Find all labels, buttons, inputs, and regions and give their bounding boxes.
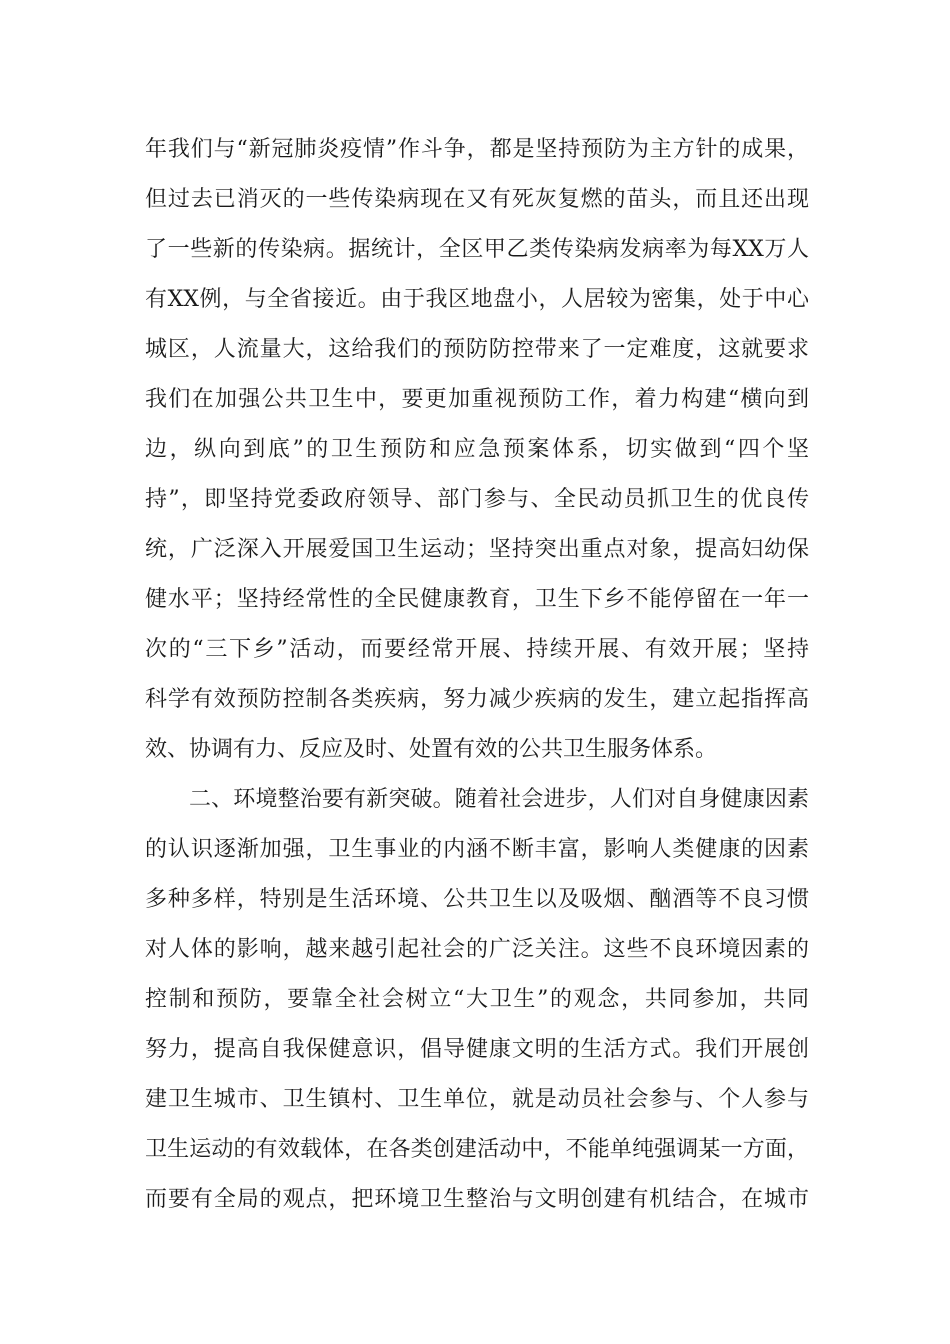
text-line: 效、协调有力、反应及时、处置有效的公共卫生服务体系。 <box>145 737 718 762</box>
text-line: 次的“三下乡”活动，而要经常开展、持续开展、有效开展；坚持 <box>145 637 809 662</box>
paragraph-start-line: 二、环境整治要有新突破。随着社会进步，人们对自身健康因素 <box>189 787 809 812</box>
text-line: 建卫生城市、卫生镇村、卫生单位，就是动员社会参与、个人参与 <box>145 1087 809 1112</box>
text-line: 城区，人流量大，这给我们的预防防控带来了一定难度，这就要求 <box>145 337 809 362</box>
text-line: 统，广泛深入开展爱国卫生运动；坚持突出重点对象，提高妇幼保 <box>145 537 809 562</box>
text-line: 科学有效预防控制各类疾病，努力减少疾病的发生，建立起指挥高 <box>145 687 809 712</box>
text-line: 有XX例，与全省接近。由于我区地盘小，人居较为密集，处于中心 <box>145 287 809 312</box>
text-line: 边，纵向到底”的卫生预防和应急预案体系，切实做到“四个坚 <box>145 437 809 462</box>
text-line: 我们在加强公共卫生中，要更加重视预防工作，着力构建“横向到 <box>145 387 809 412</box>
text-line: 多种多样，特别是生活环境、公共卫生以及吸烟、酗酒等不良习惯 <box>145 887 809 912</box>
text-line: 的认识逐渐加强，卫生事业的内涵不断丰富，影响人类健康的因素 <box>145 837 809 862</box>
text-line: 了一些新的传染病。据统计，全区甲乙类传染病发病率为每XX万人 <box>145 237 809 262</box>
text-line: 而要有全局的观点，把环境卫生整治与文明创建有机结合，在城市 <box>145 1187 809 1212</box>
text-line: 年我们与“新冠肺炎疫情”作斗争，都是坚持预防为主方针的成果， <box>145 137 809 162</box>
text-line: 但过去已消灭的一些传染病现在又有死灰复燃的苗头，而且还出现 <box>145 187 809 212</box>
text-line: 努力，提高自我保健意识，倡导健康文明的生活方式。我们开展创 <box>145 1037 809 1062</box>
text-line: 持”，即坚持党委政府领导、部门参与、全民动员抓卫生的优良传 <box>145 487 809 512</box>
text-line: 卫生运动的有效载体，在各类创建活动中，不能单纯强调某一方面， <box>145 1137 809 1162</box>
text-line: 对人体的影响，越来越引起社会的广泛关注。这些不良环境因素的 <box>145 937 809 962</box>
text-line: 健水平；坚持经常性的全民健康教育，卫生下乡不能停留在一年一 <box>145 587 809 612</box>
text-line: 控制和预防，要靠全社会树立“大卫生”的观念，共同参加，共同 <box>145 987 809 1012</box>
